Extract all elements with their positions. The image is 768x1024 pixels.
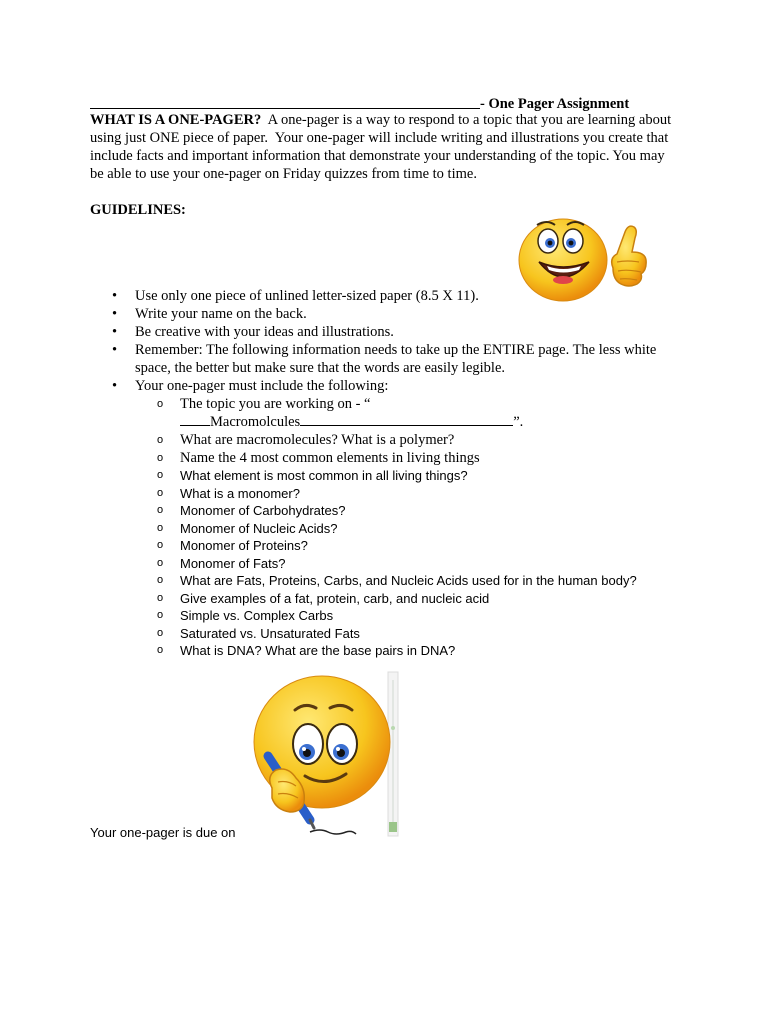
- list-marker: o: [157, 434, 164, 446]
- guideline-item: [90, 287, 670, 305]
- smiley-writing-icon: [250, 670, 410, 840]
- requirement-item: [135, 537, 670, 555]
- list-marker: o: [157, 591, 164, 604]
- topic-blank: [180, 413, 210, 426]
- requirement-text: Monomer of Nucleic Acids?: [180, 520, 338, 536]
- requirement-item: [135, 590, 670, 608]
- requirement-item-topic: [135, 395, 670, 431]
- list-marker: o: [157, 644, 164, 656]
- requirements-list: [135, 395, 670, 660]
- list-marker: o: [157, 539, 164, 551]
- requirement-text: Give examples of a fat, protein, carb, and nucleic acid: [180, 590, 490, 606]
- intro-text: A one-pager is a way to respond to a topic that you are learning about using just ONE piece of paper. Your one-pager will include writing and illustrations you create that include facts and important information that demonstrate your understanding of the topic. You may be able to use your one-pager on Friday quizzes from time to time.: [90, 112, 675, 182]
- guideline-text: Use only one piece of unlined letter-sized paper (8.5 X 11).: [135, 288, 479, 304]
- requirement-text: What are Fats, Proteins, Carbs, and Nucleic Acids used for in the human body?: [180, 573, 637, 588]
- list-marker: o: [157, 521, 164, 534]
- guideline-item: [90, 341, 670, 377]
- due-date-line: Your one-pager is due on: [90, 825, 236, 840]
- list-marker: o: [157, 574, 164, 586]
- guidelines-heading: [90, 201, 186, 219]
- name-blank: [90, 94, 480, 109]
- topic-value: Macromolcules: [210, 414, 301, 430]
- guideline-item: [90, 377, 670, 660]
- list-marker: o: [157, 504, 164, 516]
- requirement-text: What element is most common in all living things?: [180, 468, 468, 483]
- guideline-text: Your one-pager must include the following:: [135, 378, 389, 394]
- guideline-text: Be creative with your ideas and illustrations.: [135, 324, 394, 340]
- requirement-item: [135, 607, 670, 625]
- requirement-item: [135, 625, 670, 643]
- intro-paragraph: [90, 111, 680, 183]
- list-marker: o: [157, 452, 164, 464]
- guideline-text: Remember: The following information needs to take up the ENTIRE page. The less white space, the better but make sure that the words are easily legible.: [135, 342, 657, 376]
- requirement-text: Monomer of Proteins?: [180, 538, 308, 553]
- requirement-text: Name the 4 most common elements in living things: [180, 450, 480, 466]
- requirement-item: [135, 467, 670, 485]
- list-marker: o: [157, 626, 164, 639]
- requirement-text: Monomer of Fats?: [180, 555, 286, 571]
- guideline-text: Write your name on the back.: [135, 306, 307, 322]
- guideline-item: [90, 323, 670, 341]
- requirement-item: [135, 431, 670, 449]
- list-marker: o: [157, 609, 164, 621]
- guidelines-heading-text: GUIDELINES:: [90, 202, 186, 218]
- requirement-text: What is DNA? What are the base pairs in DNA?: [180, 643, 456, 658]
- requirement-item: [135, 485, 670, 503]
- list-marker: o: [157, 556, 164, 569]
- guideline-item: [90, 305, 670, 323]
- requirement-text: What are macromolecules? What is a polymer?: [180, 432, 455, 448]
- list-marker: o: [157, 486, 164, 499]
- list-marker: o: [157, 398, 164, 410]
- requirement-item: [135, 502, 670, 520]
- requirement-item: [135, 555, 670, 573]
- topic-blank: [300, 413, 513, 426]
- requirement-item: [135, 642, 670, 660]
- requirement-item: [135, 572, 670, 590]
- topic-prefix: The topic you are working on - “: [180, 396, 371, 412]
- intro-heading: WHAT IS A ONE-PAGER?: [90, 112, 262, 128]
- requirement-text: Monomer of Carbohydrates?: [180, 503, 346, 518]
- requirement-item: [135, 520, 670, 538]
- requirement-text: What is a monomer?: [180, 485, 300, 501]
- requirement-text: Saturated vs. Unsaturated Fats: [180, 625, 360, 641]
- requirement-text: Simple vs. Complex Carbs: [180, 608, 334, 623]
- list-marker: o: [157, 469, 164, 481]
- assignment-title-text: - One Pager Assignment: [480, 96, 630, 112]
- topic-suffix: ”.: [513, 414, 524, 430]
- guidelines-list: [90, 287, 670, 660]
- requirement-item: [135, 449, 670, 467]
